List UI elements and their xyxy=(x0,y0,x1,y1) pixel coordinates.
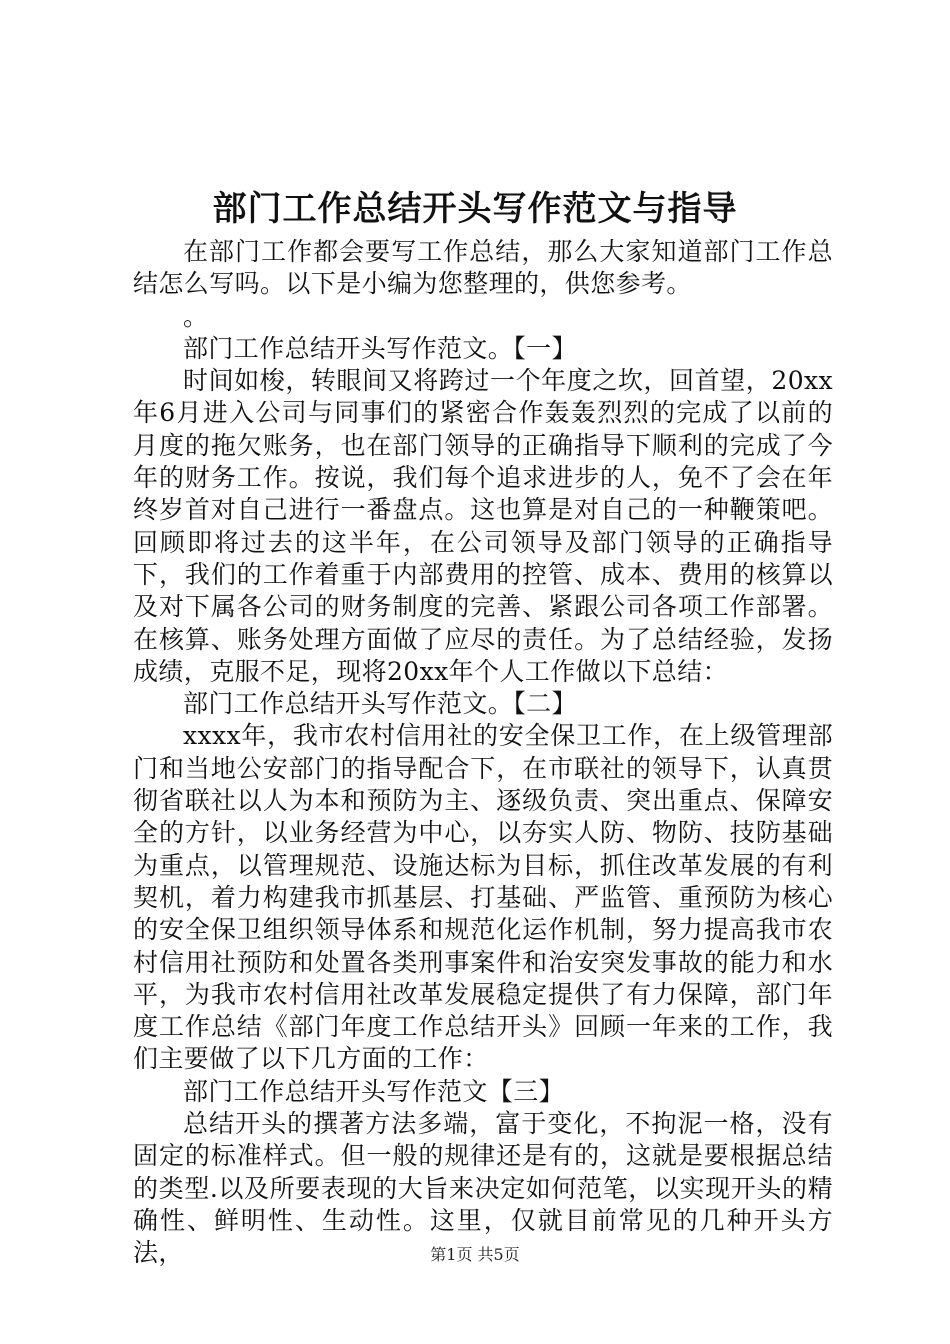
section-heading-3: 部门工作总结开头写作范文【三】 xyxy=(183,1076,565,1106)
separator-mark: 。 xyxy=(183,301,209,331)
section-paragraph-3: 总结开头的撰著方法多端，富于变化，不拘泥一格，没有固定的标准样式。但一般的规律还是有的，这就是要根据总结的类型.以及所要表现的大旨来决定如何范笔，以实现开头的精确性、鲜明性、生动性。这里，仅就目前常见的几种开头方法， xyxy=(133,1109,833,1268)
section-paragraph-1: 时间如梭，转眼间又将跨过一个年度之坎，回首望，20xx年6月进入公司与同事们的紧密合作轰轰烈烈的完成了以前的月度的拖欠账务，也在部门领导的正确指导下顺利的完成了今年的财务工作。按说，我们每个追求进步的人，免不了会在年终岁首对自己进行一番盘点。这也算是对自己的一种鞭策吧。回顾即将过去的这半年，在公司领导及部门领导的正确指导下，我们的工作着重于内部费用的控管、成本、费用的核算以及对下属各公司的财务制度的完善、紧跟公司各项工作部署。在核算、账务处理方面做了应尽的责任。为了总结经验，发扬成绩，克服不足，现将20xx年个人工作做以下总结： xyxy=(133,366,833,686)
document-title: 部门工作总结开头写作范文与指导 xyxy=(212,189,738,229)
page-number-footer: 第1页 共5页 xyxy=(430,1245,520,1264)
document-body xyxy=(133,236,833,1270)
section-paragraph-2: xxxx年，我市农村信用社的安全保卫工作，在上级管理部门和当地公安部门的指导配合下，在市联社的领导下，认真贯彻省联社以人为本和预防为主、逐级负责、突出重点、保障安全的方针，以业务经营为中心，以夯实人防、物防、技防基础为重点，以管理规范、设施达标为目标，抓住改革发展的有利契机，着力构建我市抓基层、打基础、严监管、重预防为核心的安全保卫组织领导体系和规范化运作机制，努力提高我市农村信用社预防和处置各类刑事案件和治安突发事故的能力和水平，为我市农村信用社改革发展稳定提供了有力保障，部门年度工作总结《部门年度工作总结开头》回顾一年来的工作，我们主要做了以下几方面的工作： xyxy=(133,721,833,1074)
section-heading-2: 部门工作总结开头写作范文。【二】 xyxy=(183,689,577,719)
section-heading-1: 部门工作总结开头写作范文。【一】 xyxy=(183,333,577,363)
intro-paragraph: 在部门工作都会要写工作总结，那么大家知道部门工作总结怎么写吗。以下是小编为您整理的，供您参考。 xyxy=(133,237,833,299)
